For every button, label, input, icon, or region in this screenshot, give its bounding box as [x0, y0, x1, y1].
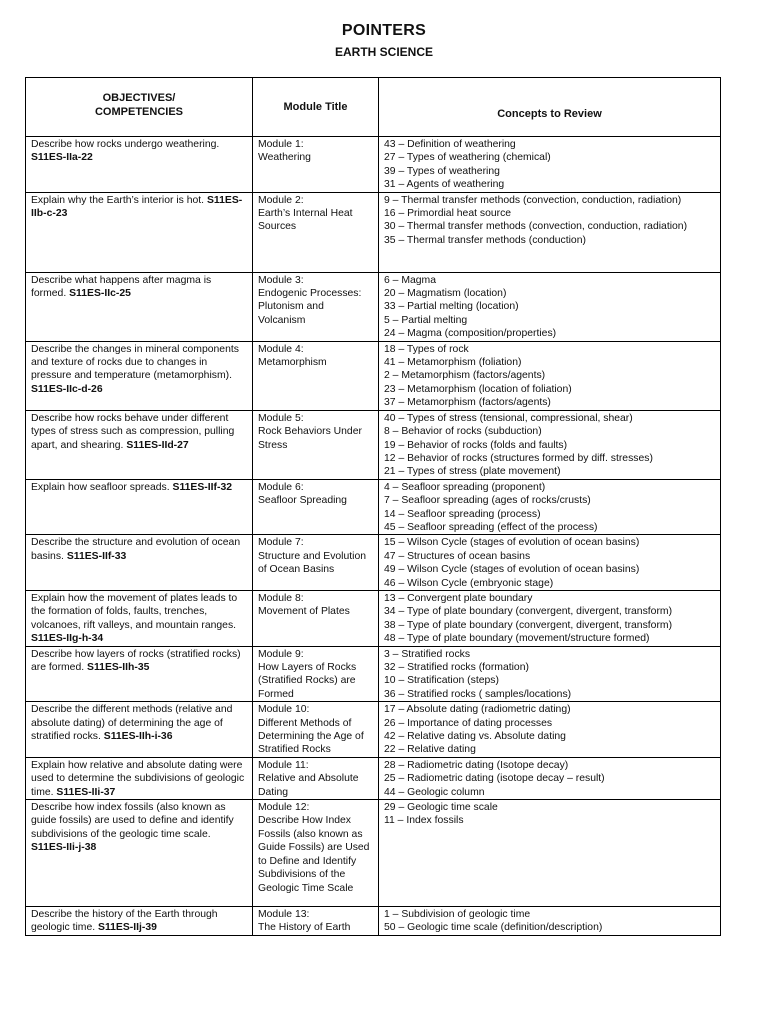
module-title: Structure and Evolution of Ocean Basins [258, 550, 367, 576]
module-number: Module 2: [258, 194, 304, 206]
concept-item: 14 – Seafloor spreading (process) [384, 508, 541, 520]
table-row [26, 535, 721, 591]
module-number: Module 1: [258, 139, 304, 150]
concepts-cell [379, 800, 721, 907]
objective-text: Describe the structure and evolution of ocean basins. [31, 537, 241, 562]
concept-item: 5 – Partial melting [384, 314, 468, 326]
concept-item: 19 – Behavior of rocks (folds and faults) [384, 439, 568, 451]
page-subtitle: EARTH SCIENCE [334, 45, 433, 59]
concept-item: 7 – Seafloor spreading (ages of rocks/crusts) [384, 495, 591, 507]
module-cell [253, 535, 379, 591]
table-row [26, 800, 721, 907]
concept-item: 24 – Magma (composition/properties) [384, 328, 557, 340]
concept-item: 42 – Relative dating vs. Absolute dating [384, 731, 566, 743]
concept-item: 29 – Geologic time scale [384, 802, 498, 814]
concepts-cell [379, 757, 721, 799]
objective-text: Describe how rocks behave under different types of stress such as compression, pulling apart, and shearing. [31, 412, 235, 451]
objective-text: Explain how relative and absolute dating were used to determine the subdivisions of geologic time. [31, 759, 245, 798]
concept-item: 31 – Agents of weathering [384, 179, 505, 191]
competency-code: S11ES-IIb-c-23 [31, 194, 243, 220]
module-number: Module 5: [258, 412, 304, 424]
module-cell [253, 479, 379, 535]
table-row [26, 192, 721, 272]
header-objectives [26, 78, 253, 137]
concepts-cell [379, 535, 721, 591]
module-number: Module 9: [258, 648, 304, 660]
objective-cell [26, 410, 253, 479]
objective-text: Describe what happens after magma is formed. [31, 274, 212, 300]
table-row [26, 137, 721, 193]
module-number: Module 4: [258, 343, 304, 355]
concepts-cell [379, 137, 721, 193]
module-cell [253, 646, 379, 702]
table-header-row [26, 78, 721, 137]
concept-item: 25 – Radiometric dating (isotope decay – result) [384, 773, 605, 785]
competency-code: S11ES-IIg-h-34 [31, 633, 104, 645]
objective-text: Explain how seafloor spreads. [31, 481, 170, 493]
module-number: Module 13: [258, 909, 310, 921]
module-number: Module 7: [258, 537, 304, 549]
pointers-table [25, 77, 721, 936]
concept-item: 41 – Metamorphism (foliation) [384, 357, 522, 369]
concepts-cell [379, 479, 721, 535]
concept-item: 13 – Convergent plate boundary [384, 592, 533, 604]
table-row [26, 479, 721, 535]
module-title: Movement of Plates [258, 606, 350, 618]
objective-cell [26, 272, 253, 341]
objective-cell [26, 702, 253, 758]
table-body [26, 137, 721, 936]
module-cell [253, 410, 379, 479]
competency-code: S11ES-IIj-39 [98, 922, 157, 934]
concept-item: 21 – Types of stress (plate movement) [384, 466, 561, 478]
concepts-cell [379, 272, 721, 341]
concept-item: 15 – Wilson Cycle (stages of evolution of ocean basins) [384, 537, 640, 549]
objective-text: Describe the changes in mineral components and texture of rocks due to changes in pressure and temperature (metamorphism). [31, 343, 239, 382]
module-title: How Layers of Rocks (Stratified Rocks) are Formed [258, 662, 357, 700]
header-concepts-label: Concepts to Review [497, 108, 602, 120]
concept-item: 12 – Behavior of rocks (structures formed by diff. stresses) [384, 452, 653, 464]
header-objectives-label: OBJECTIVES/ COMPETENCIES [94, 92, 183, 118]
objective-cell [26, 192, 253, 272]
concept-item: 46 – Wilson Cycle (embryonic stage) [384, 577, 554, 589]
concept-item: 47 – Structures of ocean basins [384, 550, 531, 562]
table-row [26, 646, 721, 702]
objective-cell [26, 590, 253, 646]
concept-item: 50 – Geologic time scale (definition/description) [384, 922, 603, 934]
module-cell [253, 907, 379, 936]
concepts-cell [379, 702, 721, 758]
concept-item: 48 – Type of plate boundary (movement/structure formed) [384, 633, 650, 645]
objective-text: Describe the different methods (relative and absolute dating) of determining the age of stratified rocks. [31, 704, 233, 743]
header-module-title [253, 78, 379, 137]
table-row [26, 341, 721, 410]
concept-item: 8 – Behavior of rocks (subduction) [384, 426, 542, 438]
concept-item: 43 – Definition of weathering [384, 139, 516, 150]
concepts-cell [379, 410, 721, 479]
concept-item: 2 – Metamorphism (factors/agents) [384, 370, 546, 382]
module-number: Module 12: [258, 802, 310, 814]
module-title: Rock Behaviors Under Stress [258, 426, 362, 451]
header-module-label: Module Title [283, 101, 348, 113]
concept-item: 34 – Type of plate boundary (convergent, divergent, transform) [384, 606, 673, 618]
concept-item: 10 – Stratification (steps) [384, 675, 499, 687]
module-number: Module 8: [258, 592, 304, 604]
concept-item: 3 – Stratified rocks [384, 648, 471, 660]
header-concepts [379, 78, 721, 137]
objective-text: Describe how index fossils (also known as guide fossils) are used to define and identify subdivisions of the geologic time scale. [31, 802, 234, 840]
objective-cell [26, 535, 253, 591]
concepts-cell [379, 192, 721, 272]
module-title: The History of Earth [258, 922, 351, 934]
competency-code: S11ES-IIf-32 [172, 481, 233, 493]
concept-item: 30 – Thermal transfer methods (convection, conduction, radiation) [384, 221, 688, 233]
concept-item: 18 – Types of rock [384, 343, 469, 355]
objective-cell [26, 479, 253, 535]
competency-code: S11ES-IIc-d-26 [31, 383, 103, 395]
module-title: Metamorphism [258, 357, 327, 369]
concept-item: 49 – Wilson Cycle (stages of evolution of ocean basins) [384, 564, 640, 576]
competency-code: S11ES-IIc-25 [69, 288, 131, 300]
concept-item: 16 – Primordial heat source [384, 208, 512, 220]
page-title: POINTERS [341, 22, 427, 39]
module-cell [253, 272, 379, 341]
concept-item: 27 – Types of weathering (chemical) [384, 152, 551, 164]
objective-cell [26, 757, 253, 799]
concept-item: 11 – Index fossils [384, 815, 464, 827]
module-cell [253, 757, 379, 799]
module-number: Module 6: [258, 481, 304, 493]
competency-code: S11ES-IIh-35 [87, 662, 150, 673]
concept-item: 37 – Metamorphism (factors/agents) [384, 397, 551, 409]
objective-cell [26, 137, 253, 193]
competency-code: S11ES-IIa-22 [31, 152, 93, 164]
module-title: Weathering [258, 152, 311, 164]
concept-item: 39 – Types of weathering [384, 165, 500, 177]
concept-item: 26 – Importance of dating processes [384, 717, 553, 729]
concept-item: 9 – Thermal transfer methods (convection, conduction, radiation) [384, 194, 682, 206]
concept-item: 22 – Relative dating [384, 744, 476, 756]
competency-code: S11ES-IIi-37 [56, 786, 116, 798]
table-row [26, 702, 721, 758]
module-cell [253, 702, 379, 758]
objective-text: Describe the history of the Earth through geologic time. [31, 909, 218, 934]
objective-cell [26, 800, 253, 907]
table-row [26, 272, 721, 341]
objective-text: Explain how the movement of plates leads to the formation of folds, faults, trenches, volcanoes, rift valleys, and mountain ranges. [31, 592, 238, 631]
module-title: Seafloor Spreading [258, 495, 347, 507]
module-title: Different Methods of Determining the Age of Stratified Rocks [258, 717, 364, 756]
concept-item: 36 – Stratified rocks ( samples/locations) [384, 688, 572, 700]
concepts-cell [379, 907, 721, 936]
module-title: Endogenic Processes: Plutonism and Volcanism [258, 288, 362, 326]
concept-item: 32 – Stratified rocks (formation) [384, 662, 529, 673]
objective-text: Describe how layers of rocks (stratified rocks) are formed. [31, 648, 241, 673]
concept-item: 6 – Magma [384, 274, 436, 286]
objective-text: Describe how rocks undergo weathering. [31, 139, 220, 150]
concept-item: 20 – Magmatism (location) [384, 288, 507, 300]
module-title: Describe How Index Fossils (also known as Guide Fossils) are Used to Define and Identify Subdivisions of the Geologic Time Scale [258, 815, 370, 894]
competency-code: S11ES-IIh-i-36 [103, 731, 173, 743]
table-row [26, 757, 721, 799]
concept-item: 44 – Geologic column [384, 786, 485, 798]
table-row [26, 410, 721, 479]
objective-cell [26, 341, 253, 410]
objective-cell [26, 907, 253, 936]
module-cell [253, 137, 379, 193]
module-cell [253, 192, 379, 272]
concept-item: 4 – Seafloor spreading (proponent) [384, 481, 546, 493]
concept-item: 1 – Subdivision of geologic time [384, 909, 531, 921]
concept-item: 45 – Seafloor spreading (effect of the process) [384, 521, 598, 533]
concept-item: 40 – Types of stress (tensional, compressional, shear) [384, 412, 633, 424]
concept-item: 28 – Radiometric dating (Isotope decay) [384, 759, 569, 771]
concept-item: 17 – Absolute dating (radiometric dating) [384, 704, 571, 716]
concept-item: 35 – Thermal transfer methods (conduction) [384, 234, 586, 246]
competency-code: S11ES-IIf-33 [66, 550, 127, 562]
concept-item: 23 – Metamorphism (location of foliation) [384, 383, 572, 395]
competency-code: S11ES-IIi-j-38 [31, 842, 97, 854]
module-cell [253, 590, 379, 646]
concepts-cell [379, 341, 721, 410]
module-number: Module 3: [258, 274, 304, 286]
table-row [26, 590, 721, 646]
module-cell [253, 341, 379, 410]
table-row [26, 907, 721, 936]
objective-text: Explain why the Earth’s interior is hot. [31, 194, 205, 206]
concepts-cell [379, 646, 721, 702]
module-cell [253, 800, 379, 907]
module-number: Module 10: [258, 704, 310, 716]
concept-item: 33 – Partial melting (location) [384, 301, 519, 313]
module-number: Module 11: [258, 759, 309, 771]
objective-cell [26, 646, 253, 702]
competency-code: S11ES-IId-27 [126, 439, 189, 451]
concept-item: 38 – Type of plate boundary (convergent, divergent, transform) [384, 619, 673, 631]
concepts-cell [379, 590, 721, 646]
module-title: Relative and Absolute Dating [258, 773, 359, 798]
module-title: Earth’s Internal Heat Sources [258, 208, 353, 233]
